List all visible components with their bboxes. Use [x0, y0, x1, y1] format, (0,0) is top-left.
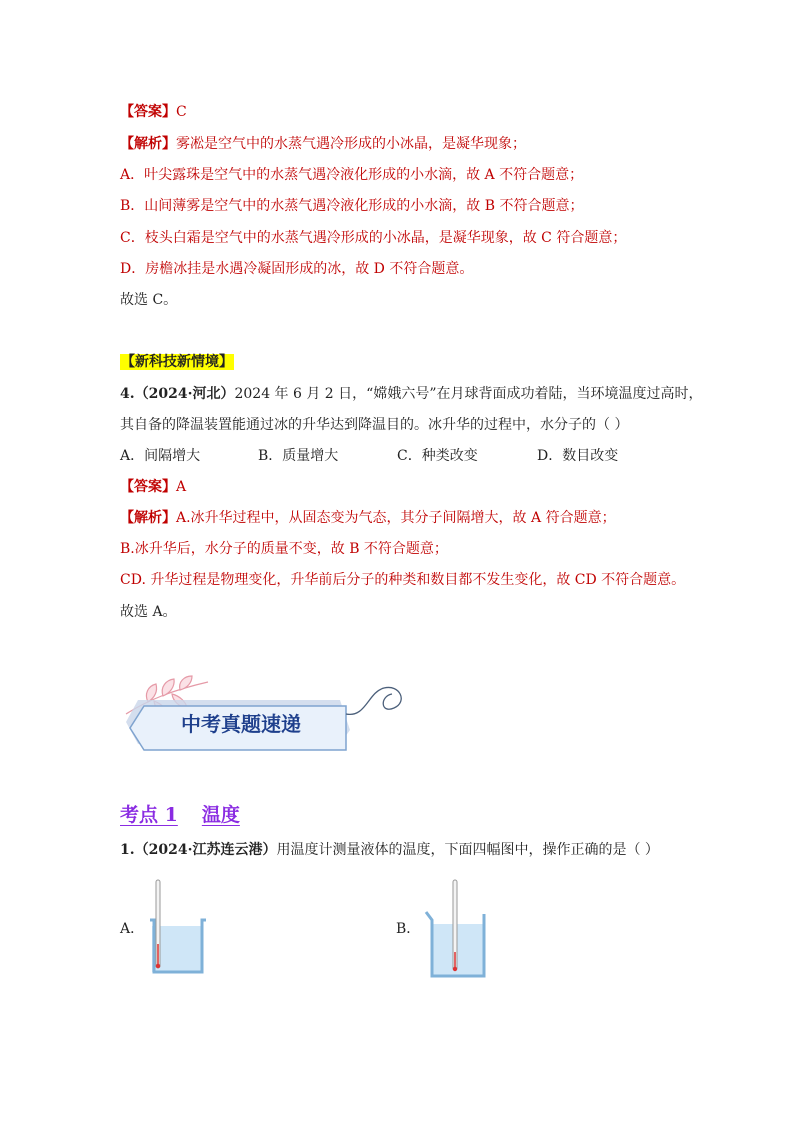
answer-tag: 【答案】	[120, 479, 176, 495]
kaodian-label: 考点 1	[120, 804, 178, 826]
q4-source: （2024·河北）	[134, 386, 235, 402]
section-tag-text: 【新科技新情境】	[121, 354, 233, 370]
q3-analysis-line: A．叶尖露珠是空气中的水蒸气遇冷液化形成的小水滴，故 A 不符合题意；	[120, 167, 584, 183]
q1-option-b-label: B．	[396, 921, 421, 937]
q1-stem-text: 用温度计测量液体的温度，下面四幅图中，操作正确的是（ ）	[276, 842, 659, 858]
q4-stem-text: 2024 年 6 月 2 日，“嫦娥六号”在月球背面成功着陆，当环境温度过高时，	[234, 386, 703, 402]
q4-stem-line2: 其自备的降温装置能通过冰的升华达到降温目的。冰升华的过程中，水分子的（ ）	[120, 417, 629, 433]
q4-options	[120, 446, 618, 466]
answer-tag: 【答案】	[120, 104, 176, 120]
q4-option-b: B．质量增大	[258, 448, 339, 464]
analysis-text: 雾凇是空气中的水蒸气遇冷形成的小冰晶，是凝华现象；	[176, 136, 526, 152]
kaodian-heading	[120, 800, 240, 827]
q4-number: 4.	[120, 386, 135, 402]
q4-conclusion: 故选 A。	[120, 604, 177, 620]
analysis-text: A.冰升华过程中，从固态变为气态，其分子间隔增大，故 A 符合题意；	[176, 510, 616, 526]
q4-answer	[120, 477, 186, 497]
q4-option-a: A．间隔增大	[120, 448, 201, 464]
banner-title: 中考真题速递	[181, 712, 301, 736]
q4-analysis-line: CD. 升华过程是物理变化，升华前后分子的种类和数目都不发生变化，故 CD 不符合题意。	[120, 572, 686, 588]
q1-number: 1.	[120, 842, 135, 858]
beaker-a-figure	[146, 878, 212, 978]
analysis-tag: 【解析】	[120, 510, 176, 526]
beaker-b-figure	[424, 878, 492, 982]
q4-analysis	[120, 508, 616, 528]
q4-stem-line1	[120, 384, 702, 404]
analysis-tag: 【解析】	[120, 136, 176, 152]
q4-option-c: C．种类改变	[397, 448, 478, 464]
q3-analysis-line: C．枝头白霜是空气中的水蒸气遇冷形成的小冰晶，是凝华现象，故 C 符合题意；	[120, 230, 627, 246]
answer-value: A	[176, 479, 187, 495]
q4-analysis-line: B.冰升华后，水分子的质量不变，故 B 不符合题意；	[120, 541, 448, 557]
q3-analysis-line: B．山间薄雾是空气中的水蒸气遇冷液化形成的小水滴，故 B 不符合题意；	[120, 198, 584, 214]
q1-stem	[120, 840, 659, 860]
q3-answer	[120, 102, 187, 122]
q3-conclusion: 故选 C。	[120, 292, 178, 308]
liquid	[432, 924, 484, 976]
kaodian-title: 温度	[201, 804, 240, 826]
q1-source: （2024·江苏连云港）	[134, 842, 277, 858]
thermometer-bulb	[156, 964, 160, 968]
q3-analysis	[120, 134, 526, 154]
q4-option-d: D．数目改变	[537, 448, 619, 464]
answer-value: C	[176, 104, 187, 120]
q3-analysis-line: D．房檐冰挂是水遇冷凝固形成的冰，故 D 不符合题意。	[120, 261, 474, 277]
q1-option-a-label: A．	[120, 921, 145, 937]
section-tag	[120, 352, 234, 372]
thermometer-bulb	[453, 967, 457, 971]
